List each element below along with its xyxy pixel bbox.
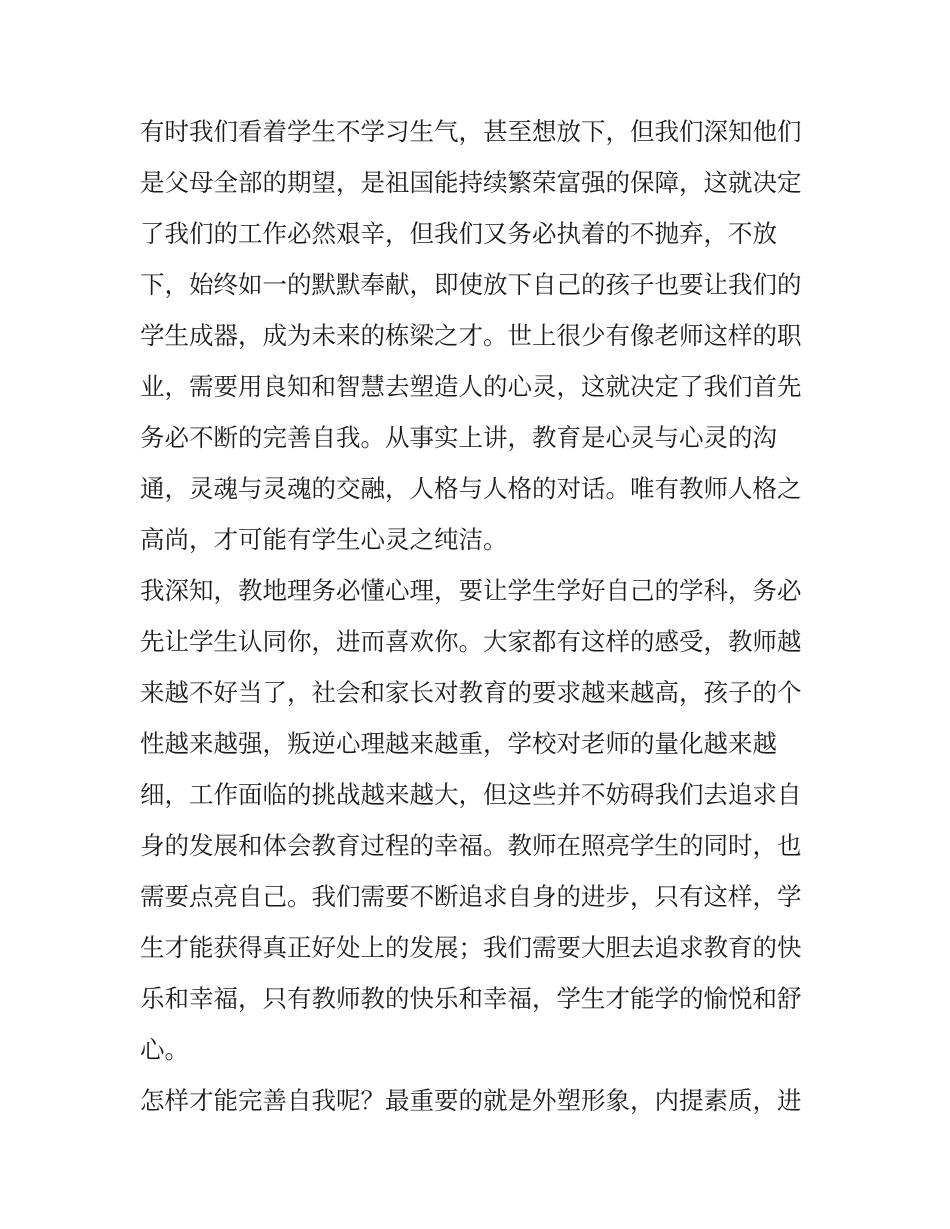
body-text	[140, 106, 820, 1126]
text-line: 生才能获得真正好处上的发展；我们需要大胆去追求教育的快	[140, 933, 802, 962]
text-line: 身的发展和体会教育过程的幸福。教师在照亮学生的同时，也	[140, 831, 802, 860]
text-line: 通，灵魂与灵魂的交融，人格与人格的对话。唯有教师人格之	[140, 474, 802, 503]
text-line: 务必不断的完善自我。从事实上讲，教育是心灵与心灵的沟	[140, 423, 777, 452]
text-line: 怎样才能完善自我呢？最重要的就是外塑形象，内提素质，进	[140, 1086, 802, 1115]
text-line: 性越来越强，叛逆心理越来越重，学校对老师的量化越来越	[140, 729, 777, 758]
text-line: 细，工作面临的挑战越来越大，但这些并不妨碍我们去追求自	[140, 780, 802, 809]
text-line: 来越不好当了，社会和家长对教育的要求越来越高，孩子的个	[140, 678, 802, 707]
text-line: 心。	[140, 1035, 189, 1064]
text-line: 高尚，才可能有学生心灵之纯洁。	[140, 525, 508, 554]
text-line: 是父母全部的期望，是祖国能持续繁荣富强的保障，这就决定	[140, 168, 802, 197]
text-line: 了我们的工作必然艰辛，但我们又务必执着的不抛弃，不放	[140, 219, 777, 248]
text-line: 需要点亮自己。我们需要不断追求自身的进步，只有这样，学	[140, 882, 802, 911]
text-line: 下，始终如一的默默奉献，即使放下自己的孩子也要让我们的	[140, 270, 802, 299]
text-line: 我深知，教地理务必懂心理，要让学生学好自己的学科，务必	[140, 576, 802, 605]
text-line: 乐和幸福，只有教师教的快乐和幸福，学生才能学的愉悦和舒	[140, 984, 802, 1013]
text-line: 有时我们看着学生不学习生气，甚至想放下，但我们深知他们	[140, 117, 802, 146]
text-line: 学生成器，成为未来的栋梁之才。世上很少有像老师这样的职	[140, 321, 802, 350]
text-line: 先让学生认同你，进而喜欢你。大家都有这样的感受，教师越	[140, 627, 802, 656]
text-line: 业，需要用良知和智慧去塑造人的心灵，这就决定了我们首先	[140, 372, 802, 401]
